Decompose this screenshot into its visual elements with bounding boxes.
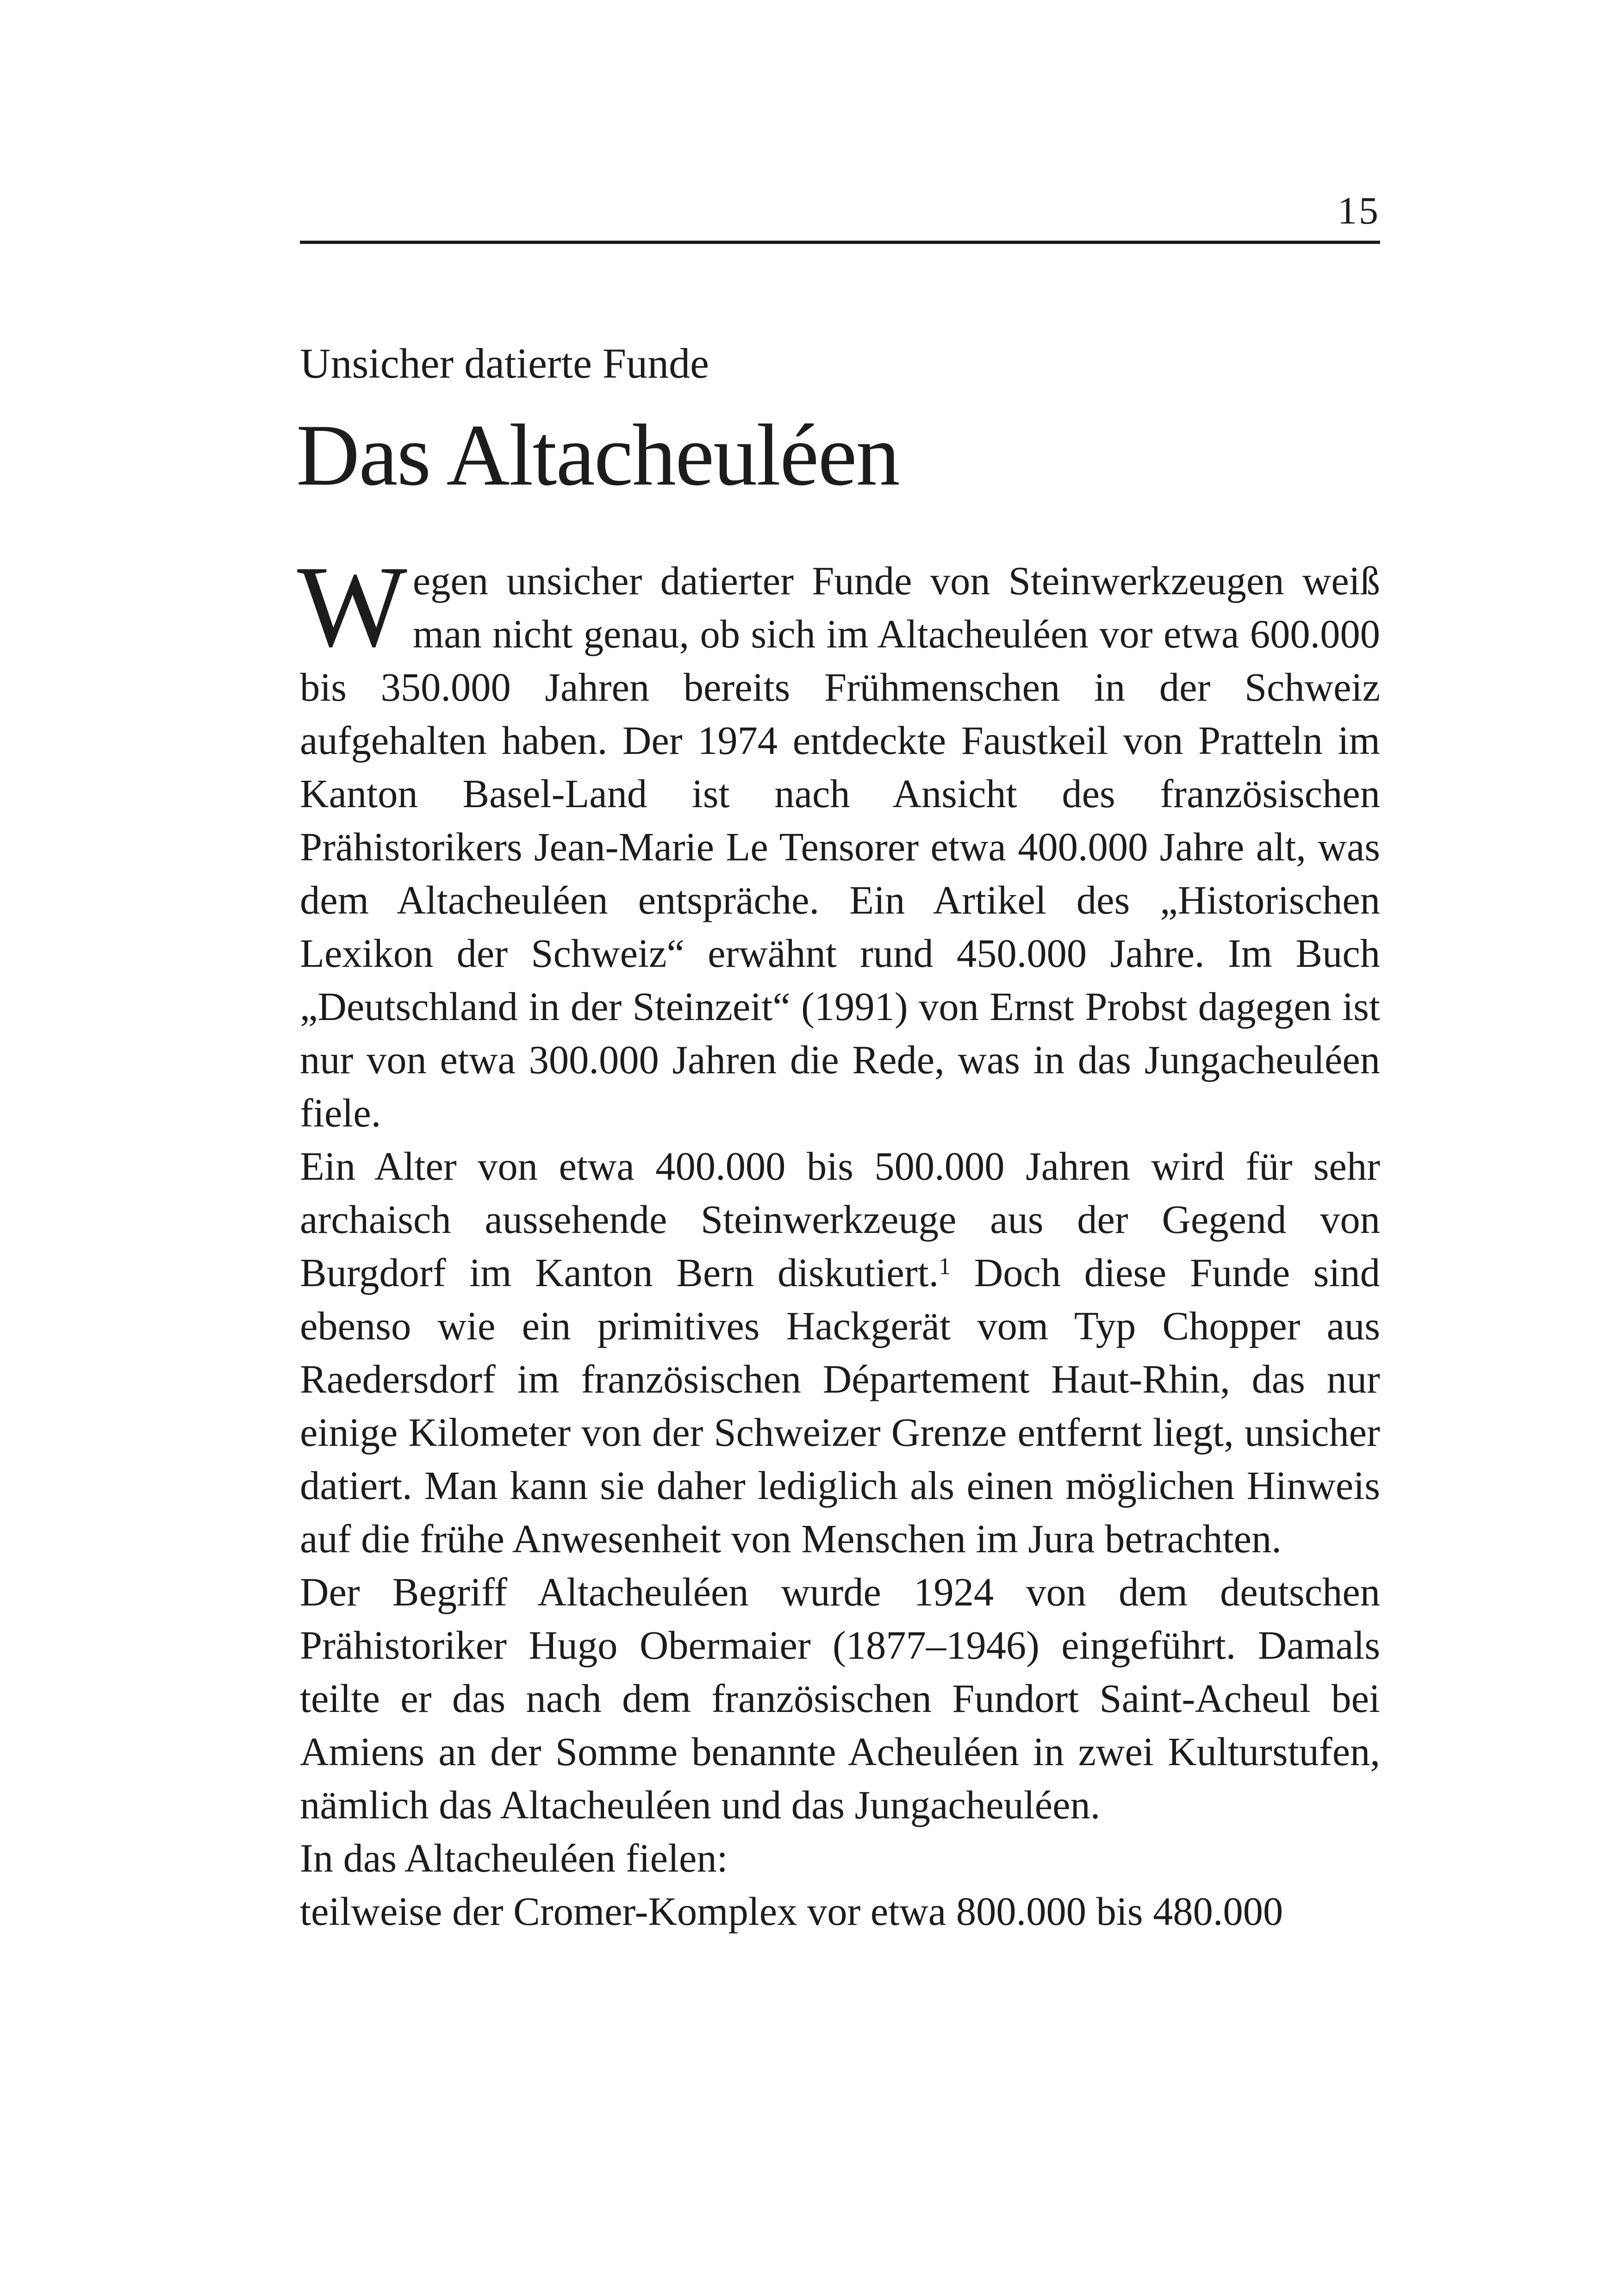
paragraph-2-text-a: Ein Alter von etwa 400.000 bis 500.000 Jahren wird für sehr archaisch aussehende Steinwerkzeuge aus der Gegend von Burgdorf im Kanton Bern diskutiert. <box>300 1144 1380 1295</box>
drop-cap: W <box>297 541 407 671</box>
footnote-marker: 1 <box>939 1253 951 1280</box>
paragraph-2-text-b: Doch diese Funde sind ebenso wie ein primitives Hackgerät vom Typ Chopper aus Raedersdorf im französischen Département Haut-Rhin, das nur einige Kilometer von der Schweizer Grenze entfernt liegt, unsicher datiert. Man kann sie daher lediglich als einen möglichen Hinweis auf die frühe Anwesenheit von Menschen im Jura betrachten. <box>300 1251 1380 1561</box>
section-label: Unsicher datierte Funde <box>300 340 709 387</box>
body-text <box>297 541 1380 1938</box>
paragraph-1-text: egen unsicher datierter Funde von Steinwerkzeugen weiß man nicht genau, ob sich im Altacheuléen vor etwa 600.000 bis 350.000 Jahren bereits Frühmenschen in der Schweiz aufgehalten haben. Der 1974 entdeckte Faustkeil von Pratteln im Kanton Basel-Land ist nach Ansicht des französischen Prähistorikers Jean-Marie Le Tensorer etwa 400.000 Jahre alt, was dem Altacheuléen entspräche. Ein Artikel des „Historischen Lexikon der Schweiz“ erwähnt rund 450.000 Jahre. Im Buch „Deutschland in der Steinzeit“ (1991) von Ernst Probst dagegen ist nur von etwa 300.000 Jahren die Rede, was in das Jungacheuléen fiele. <box>300 559 1380 1135</box>
paragraph-2 <box>300 1140 1380 1566</box>
paragraph-5: teilweise der Cromer-Komplex vor etwa 800.000 bis 480.000 <box>300 1889 1283 1934</box>
page-number: 15 <box>1338 189 1380 232</box>
paragraph-1 <box>297 541 1380 1140</box>
paragraph-3: Der Begriff Altacheuléen wurde 1924 von dem deutschen Prähistoriker Hugo Obermaier (1877–1946) eingeführt. Damals teilte er das nach dem französischen Fundort Saint-Acheul bei Amiens an der Somme benannte Acheuléen in zwei Kulturstufen, nämlich das Altacheuléen und das Jungacheuléen. <box>300 1570 1380 1827</box>
page-header <box>300 176 1380 244</box>
paragraph-4: In das Altacheuléen fielen: <box>300 1836 728 1880</box>
chapter-title: Das Altacheuléen <box>296 407 899 504</box>
